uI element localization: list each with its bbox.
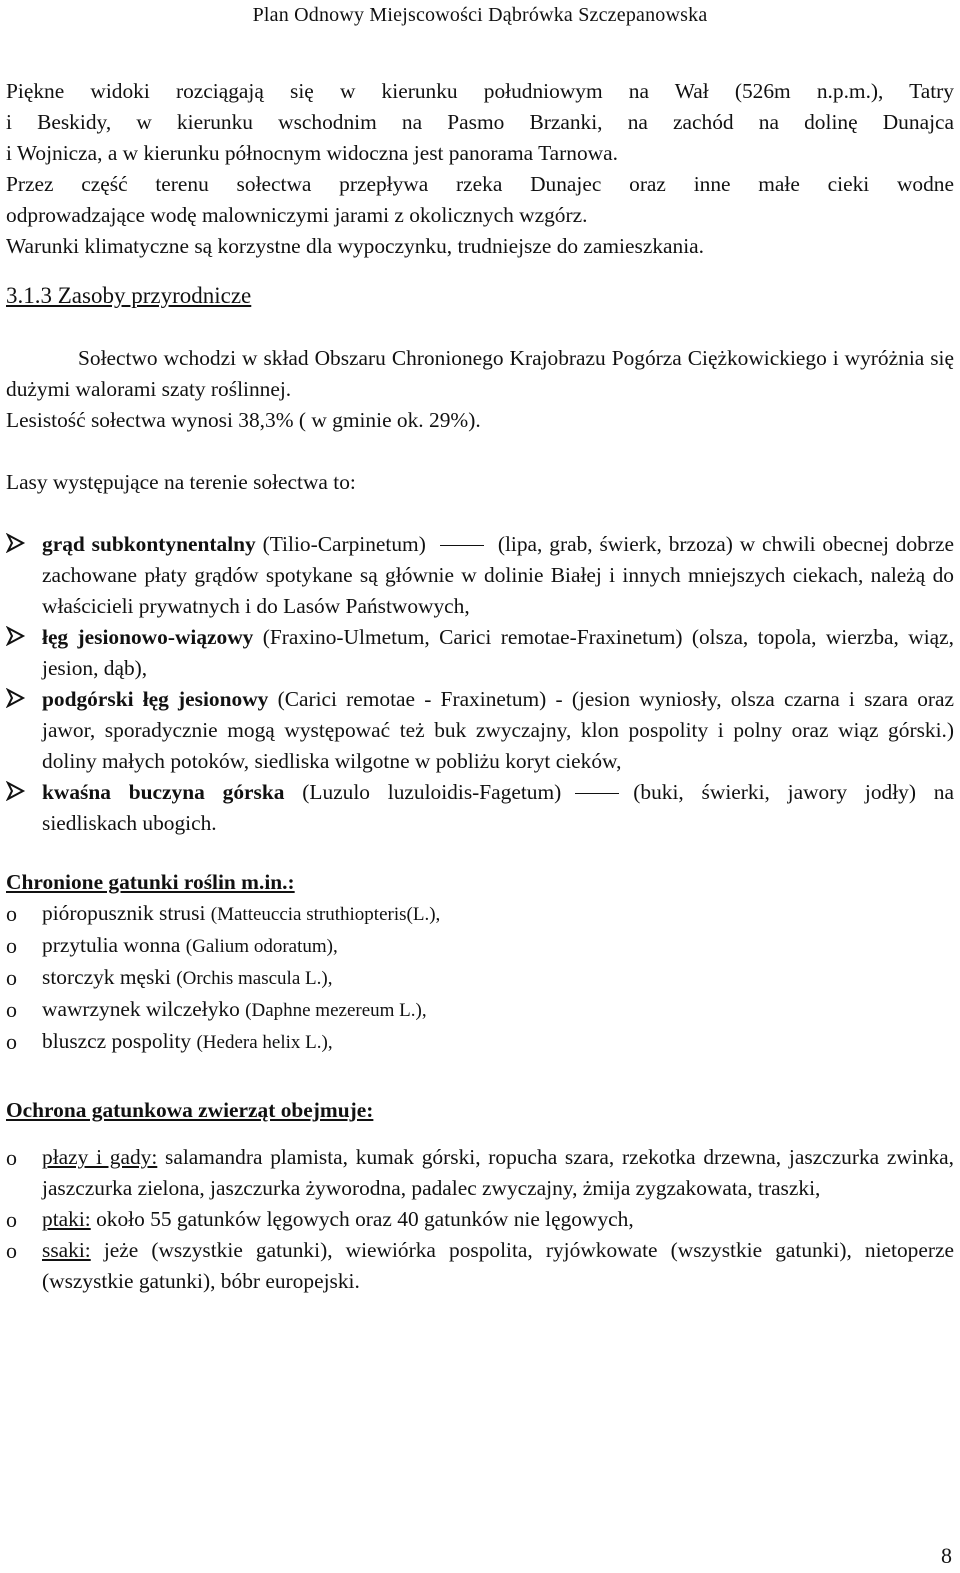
forest-latin: (Tilio-Carpinetum) (262, 532, 426, 556)
list-item (6, 1204, 954, 1235)
forest-description: (lipa, grab, świerk, brzoza) w chwili obecnej dobrze zachowane płaty grądów spotykane są głównie w dolinie Białej i innych mniejszych ciekach, należą do właścicieli prywatnych i do Lasów Państwowych, (42, 532, 954, 618)
circle-bullet-icon: o (6, 933, 17, 958)
list-item (6, 684, 954, 777)
plant-name: bluszcz pospolity (42, 1029, 192, 1053)
plant-name: przytulia wonna (42, 933, 181, 957)
list-item (6, 1026, 954, 1058)
plant-latin: (Orchis mascula L.), (176, 968, 333, 989)
animals-list (6, 1142, 954, 1297)
intro-line: Warunki klimatyczne są korzystne dla wypoczynku, trudniejsze do zamieszkania. (6, 234, 704, 258)
plant-name: pióropusznik strusi (42, 901, 206, 925)
list-item (6, 994, 954, 1026)
animals-heading (6, 1095, 954, 1126)
animal-group: ssaki: (42, 1238, 91, 1262)
plant-latin: (Galium odoratum), (185, 936, 338, 957)
forest-description: - (jesion wyniosły, olsza czarna i szara oraz jawor, sporadycznie mogą występować też buk zwyczajny, klon pospolity i polny oraz wiąz górski.) doliny małych potoków, siedliska wilgotne w pobliżu koryt cieków, (42, 687, 954, 773)
forest-description: (olsza, topola, wierzba, wiąz, jesion, dąb), (42, 625, 954, 680)
animal-species: salamandra plamista, kumak górski, ropucha szara, rzekotka drzewna, jaszczurka zwinka, jaszczurka zielona, jaszczurka żyworodna, padalec zwyczajny, żmija zygzakowata, traszki, (42, 1145, 954, 1200)
circle-bullet-icon: o (6, 1238, 17, 1263)
intro-line: i Beskidy, w kierunku wschodnim na Pasmo Brzanki, na zachód na dolinę Dunajca (6, 110, 954, 134)
circle-bullet-icon: o (6, 965, 17, 990)
section-heading (6, 283, 954, 309)
circle-bullet-icon: o (6, 1029, 17, 1054)
plant-latin: (Daphne mezereum L.), (245, 1000, 427, 1021)
page-number: 8 (941, 1543, 952, 1568)
forest-latin: (Luzulo luzuloidis-Fagetum) (302, 780, 562, 804)
list-item (6, 529, 954, 622)
animals-heading-text: Ochrona gatunkowa zwierząt obejmuje: (6, 1098, 374, 1122)
circle-bullet-icon: o (6, 1145, 17, 1170)
arrow-bullet-icon (6, 626, 26, 646)
list-item (6, 898, 954, 930)
plants-list (6, 898, 954, 1058)
animal-group: ptaki: (42, 1207, 91, 1231)
list-item (6, 1142, 954, 1204)
forest-type: kwaśna buczyna górska (42, 780, 285, 804)
forest-description: (buki, świerki, jawory jodły) na siedliskach ubogich. (42, 780, 954, 835)
plants-heading-text: Chronione gatunki roślin m.in.: (6, 870, 295, 894)
forest-type: łęg jesionowo-wiązowy (42, 625, 254, 649)
intro-line: Przez część terenu sołectwa przepływa rzeka Dunajec oraz inne małe cieki wodne (6, 172, 954, 196)
plant-latin: (Hedera helix L.), (196, 1032, 333, 1053)
plant-name: wawrzynek wilczełyko (42, 997, 240, 1021)
dash-rule (440, 545, 484, 546)
arrow-bullet-icon (6, 781, 26, 801)
circle-bullet-icon: o (6, 997, 17, 1022)
intro-line: odprowadzające wodę malowniczymi jarami z okolicznych wzgórz. (6, 203, 588, 227)
forest-type: podgórski łęg jesionowy (42, 687, 269, 711)
arrow-bullet-icon (6, 533, 26, 553)
circle-bullet-icon: o (6, 901, 17, 926)
arrow-bullet-icon (6, 688, 26, 708)
section-paragraph: Sołectwo wchodzi w skład Obszaru Chronionego Krajobrazu Pogórza Ciężkowickiego i wyróżnia się dużymi walorami szaty roślinnej. (6, 346, 954, 401)
plant-name: storczyk męski (42, 965, 171, 989)
list-item (6, 622, 954, 684)
document-body (6, 76, 954, 1297)
list-item (6, 962, 954, 994)
list-item (6, 930, 954, 962)
section-paragraph: Lesistość sołectwa wynosi 38,3% ( w gminie ok. 29%). (6, 408, 481, 432)
forest-latin: (Carici remotae - Fraxinetum) (277, 687, 547, 711)
forests-intro: Lasy występujące na terenie sołectwa to: (6, 470, 356, 494)
animal-group: płazy i gady: (42, 1145, 158, 1169)
plant-latin: (Matteuccia struthiopteris(L.), (210, 904, 441, 925)
section-title: 3.1.3 Zasoby przyrodnicze (6, 283, 252, 308)
page-header: Plan Odnowy Miejscowości Dąbrówka Szczepanowska (252, 4, 708, 26)
list-item (6, 1235, 954, 1297)
dash-rule (575, 793, 619, 794)
forest-list (6, 529, 954, 839)
intro-line: i Wojnicza, a w kierunku północnym widoczna jest panorama Tarnowa. (6, 141, 618, 165)
animal-species: jeże (wszystkie gatunki), wiewiórka pospolita, ryjówkowate (wszystkie gatunki), nietoperze (wszystkie gatunki), bóbr europejski. (42, 1238, 954, 1293)
plants-heading (6, 867, 954, 898)
forest-latin: (Fraxino-Ulmetum, Carici remotae-Fraxinetum) (262, 625, 683, 649)
intro-line: Piękne widoki rozciągają się w kierunku południowym na Wał (526m n.p.m.), Tatry (6, 79, 954, 103)
circle-bullet-icon: o (6, 1207, 17, 1232)
forest-type: grąd subkontynentalny (42, 532, 256, 556)
animal-species: około 55 gatunków lęgowych oraz 40 gatunków nie lęgowych, (90, 1207, 634, 1231)
list-item (6, 777, 954, 839)
